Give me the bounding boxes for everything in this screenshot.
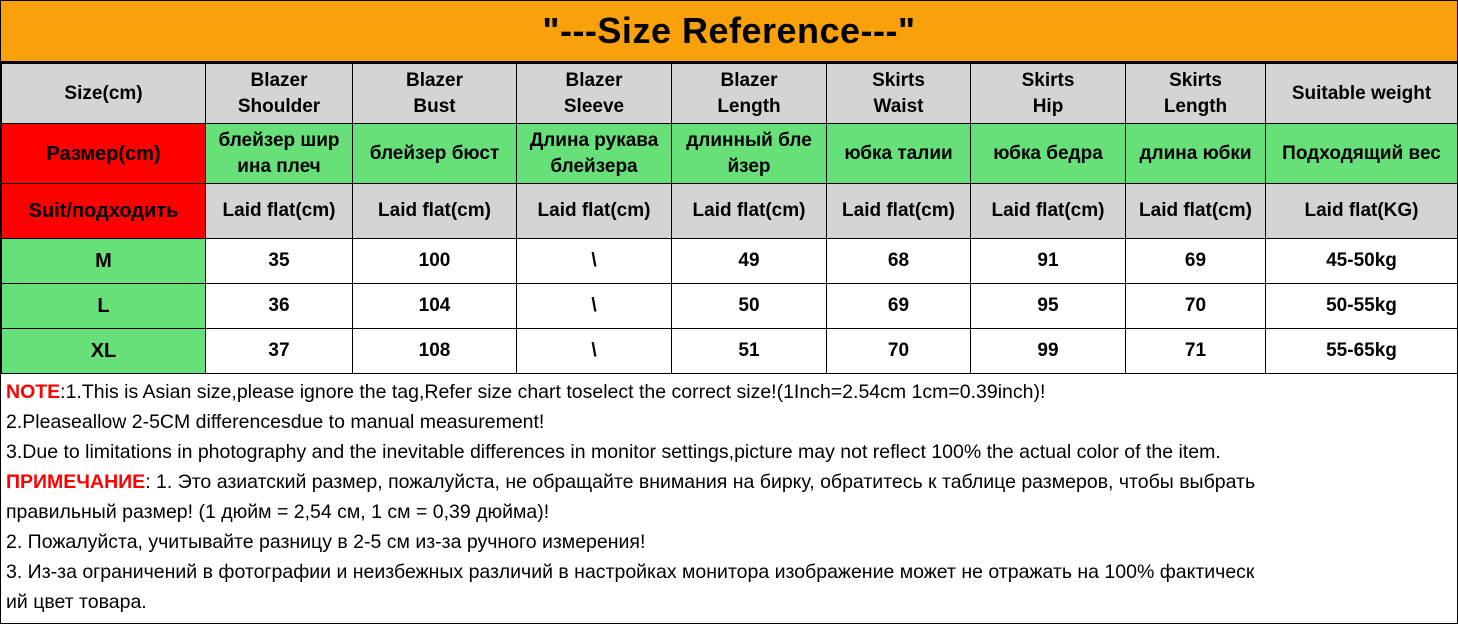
russian-header-cell: юбка талии	[827, 124, 971, 184]
table-row-m	[2, 239, 1458, 284]
table-measure-method-row	[2, 184, 1458, 239]
size-label-cell: XL	[2, 329, 206, 374]
measure-method-cell: Suit/подходить	[2, 184, 206, 239]
table-header-row	[2, 64, 1458, 124]
measure-method-cell: Laid flat(cm)	[672, 184, 827, 239]
russian-header-cell: юбка бедра	[971, 124, 1126, 184]
table-cell: 104	[353, 284, 517, 329]
measure-method-cell: Laid flat(KG)	[1266, 184, 1458, 239]
table-cell: 69	[1126, 239, 1266, 284]
note-line: 3.Due to limitations in photography and the inevitable differences in monitor settings,picture may not reflect 100% the actual color of the item.	[6, 441, 1221, 463]
russian-header-cell: Длина рукава блейзера	[517, 124, 672, 184]
measure-method-cell: Laid flat(cm)	[971, 184, 1126, 239]
table-cell: 36	[206, 284, 353, 329]
header-cell: Suitable weight	[1266, 64, 1458, 124]
table-cell: 91	[971, 239, 1126, 284]
note-line: правильный размер! (1 дюйм = 2,54 см, 1 см = 0,39 дюйма)!	[6, 501, 550, 523]
russian-header-cell: блейзер шир ина плеч	[206, 124, 353, 184]
table-cell: 51	[672, 329, 827, 374]
table-cell: 68	[827, 239, 971, 284]
table-cell: 100	[353, 239, 517, 284]
table-cell: 50-55kg	[1266, 284, 1458, 329]
header-cell: Blazer Shoulder	[206, 64, 353, 124]
russian-header-cell: длина юбки	[1126, 124, 1266, 184]
russian-header-cell: длинный бле йзер	[672, 124, 827, 184]
note-line	[6, 377, 1457, 407]
note-text: : 1. Это азиатский размер, пожалуйста, не обращайте внимания на бирку, обратитесь к таблице размеров, чтобы выбрать	[145, 471, 1256, 493]
size-table	[1, 63, 1458, 374]
measure-method-cell: Laid flat(cm)	[827, 184, 971, 239]
table-cell: 99	[971, 329, 1126, 374]
russian-header-cell: Подходящий вес	[1266, 124, 1458, 184]
note-line: ий цвет товара.	[6, 591, 147, 613]
measure-method-cell: Laid flat(cm)	[353, 184, 517, 239]
russian-header-cell: блейзер бюст	[353, 124, 517, 184]
header-cell: Blazer Length	[672, 64, 827, 124]
table-cell: 70	[827, 329, 971, 374]
ru-note-label: ПРИМЕЧАНИЕ	[6, 471, 146, 493]
table-cell: 69	[827, 284, 971, 329]
table-cell: \	[517, 239, 672, 284]
size-label-cell: M	[2, 239, 206, 284]
table-cell: \	[517, 284, 672, 329]
measure-method-cell: Laid flat(cm)	[1126, 184, 1266, 239]
table-row-xl	[2, 329, 1458, 374]
table-russian-header-row	[2, 124, 1458, 184]
page-title: "---Size Reference---"	[1, 1, 1457, 63]
note-line: 2. Пожалуйста, учитывайте разницу в 2-5 см из-за ручного измерения!	[6, 531, 646, 553]
note-text: :1.This is Asian size,please ignore the tag,Refer size chart toselect the correct size!(1Inch=2.54cm 1cm=0.39inch)!	[60, 381, 1046, 403]
note-label: NOTE	[6, 381, 61, 403]
note-line: 3. Из-за ограничений в фотографии и неизбежных различий в настройках монитора изображение может не отражать на 100% фактическ	[6, 561, 1255, 583]
notes-section	[1, 374, 1457, 617]
header-cell: Skirts Hip	[971, 64, 1126, 124]
table-cell: \	[517, 329, 672, 374]
table-cell: 55-65kg	[1266, 329, 1458, 374]
header-cell: Blazer Sleeve	[517, 64, 672, 124]
table-cell: 70	[1126, 284, 1266, 329]
table-row-l	[2, 284, 1458, 329]
header-cell: Skirts Length	[1126, 64, 1266, 124]
table-cell: 35	[206, 239, 353, 284]
note-line	[6, 467, 1457, 497]
table-cell: 108	[353, 329, 517, 374]
measure-method-cell: Laid flat(cm)	[517, 184, 672, 239]
russian-header-cell: Размер(cm)	[2, 124, 206, 184]
table-cell: 50	[672, 284, 827, 329]
measure-method-cell: Laid flat(cm)	[206, 184, 353, 239]
table-cell: 95	[971, 284, 1126, 329]
header-cell: Skirts Waist	[827, 64, 971, 124]
table-cell: 45-50kg	[1266, 239, 1458, 284]
note-line: 2.Pleaseallow 2-5CM differencesdue to manual measurement!	[6, 411, 545, 433]
table-cell: 71	[1126, 329, 1266, 374]
header-cell: Size(cm)	[2, 64, 206, 124]
table-cell: 37	[206, 329, 353, 374]
table-cell: 49	[672, 239, 827, 284]
header-cell: Blazer Bust	[353, 64, 517, 124]
size-label-cell: L	[2, 284, 206, 329]
